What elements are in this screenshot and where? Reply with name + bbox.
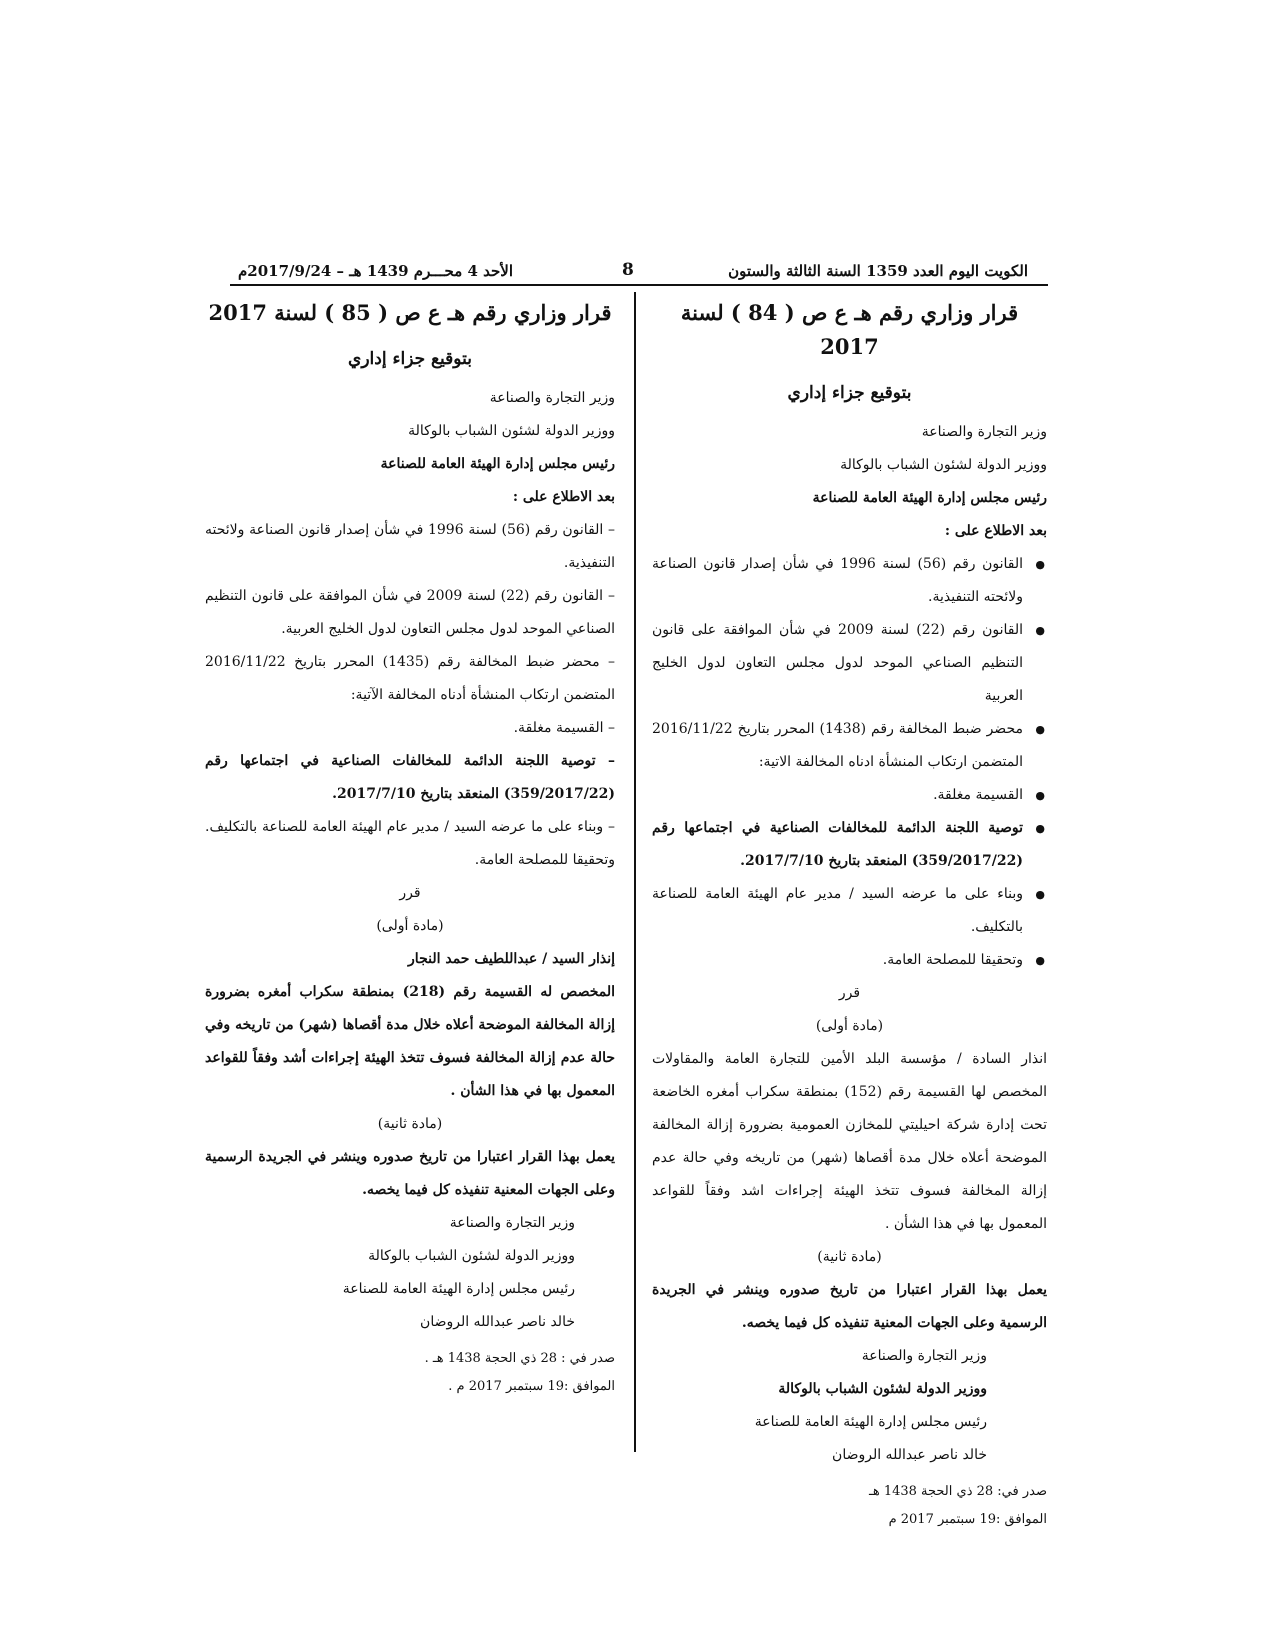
signature-line: رئيس مجلس إدارة الهيئة العامة للصناعة: [754, 1414, 987, 1430]
considerations-list: [205, 514, 615, 877]
article-2-text: يعمل بهذا القرار اعتبارا من تاريخ صدوره وينشر في الجريدة الرسمية وعلى الجهات المعنية تنفيذه كل فيما يخصه.: [652, 1282, 1047, 1331]
article-1-heading: (مادة أولى): [376, 918, 444, 934]
decision-title: قرار وزاري رقم هـ ع ص ( 85 ) لسنة 2017: [208, 300, 612, 325]
list-item: ● وتحقيقا للمصلحة العامة.: [652, 944, 1047, 977]
signature-line: رئيس مجلس إدارة الهيئة العامة للصناعة: [342, 1281, 575, 1297]
decision-84-column: [652, 296, 1047, 1534]
decided-heading: قرر: [838, 985, 861, 1001]
article-2-heading: (مادة ثانية): [377, 1116, 443, 1132]
article-2-heading: (مادة ثانية): [817, 1249, 882, 1265]
column-divider: [634, 292, 636, 1452]
list-item: – القانون رقم (56) لسنة 1996 في شأن إصدار قانون الصناعة ولائحته التنفيذية.: [205, 522, 615, 571]
authority-line: وزير التجارة والصناعة: [489, 390, 615, 406]
gazette-issue-label: الكويت اليوم العدد 1359 السنة الثالثة والستون: [728, 262, 1028, 280]
considerations-list: [652, 548, 1047, 977]
header-rule: [230, 284, 1048, 286]
review-intro: بعد الاطلاع على :: [512, 489, 615, 505]
list-item: ● توصية اللجنة الدائمة للمخالفات الصناعية في اجتماعها رقم (359/2017/22) المنعقد بتاريخ 2017/7/10.: [652, 812, 1047, 878]
signature-line: وزير التجارة والصناعة: [861, 1348, 987, 1364]
issued-date-hijri: صدر في: 28 ذي الحجة 1438 هـ: [869, 1484, 1047, 1499]
decision-title: قرار وزاري رقم هـ ع ص ( 84 ) لسنة 2017: [680, 300, 1019, 359]
issued-date-gregorian: الموافق :19 سبتمبر 2017 م .: [448, 1379, 615, 1394]
authority-line: ووزير الدولة لشئون الشباب بالوكالة: [408, 423, 615, 439]
issued-date-hijri: صدر في : 28 ذي الحجة 1438 هـ .: [424, 1351, 615, 1366]
authority-line: ووزير الدولة لشئون الشباب بالوكالة: [840, 457, 1047, 473]
issue-info: [652, 1478, 1047, 1534]
list-item: – وبناء على ما عرضه السيد / مدير عام الهيئة العامة للصناعة بالتكليف. وتحقيقا للمصلحة العامة.: [205, 819, 615, 868]
signatory-name: خالد ناصر عبدالله الروضان: [832, 1447, 987, 1463]
article-1-text: المخصص له القسيمة رقم (218) بمنطقة سكراب أمغره بضرورة إزالة المخالفة الموضحة أعلاه خلال مدة أقصاها (شهر) من تاريخه وفي حالة عدم إزالة المخالفة فسوف تتخذ الهيئة إجراءات أشد وفقاً للقواعد المعمول بها في هذا الشأن .: [205, 984, 616, 1099]
page-number: 8: [622, 260, 634, 280]
page-header: [230, 246, 1048, 288]
list-item: ● القانون رقم (22) لسنة 2009 في شأن الموافقة على قانون التنظيم الصناعي الموحد لدول مجلس التعاون لدول الخليج العربية: [652, 614, 1047, 713]
list-item: ● القسيمة مغلقة.: [652, 779, 1047, 812]
review-intro: بعد الاطلاع على :: [944, 523, 1047, 539]
signatory-name: خالد ناصر عبدالله الروضان: [420, 1314, 575, 1330]
list-item: – توصية اللجنة الدائمة للمخالفات الصناعية في اجتماعها رقم (359/2017/22) المنعقد بتاريخ 2017/7/10.: [205, 753, 615, 802]
signature-block: [205, 1207, 575, 1339]
article-2-text: يعمل بهذا القرار اعتبارا من تاريخ صدوره وينشر في الجريدة الرسمية وعلى الجهات المعنية تنفيذه كل فيما يخصه.: [205, 1149, 615, 1198]
decision-subtitle: بتوقيع جزاء إداري: [348, 349, 472, 369]
signature-line: وزير التجارة والصناعة: [449, 1215, 575, 1231]
list-item: ● محضر ضبط المخالفة رقم (1438) المحرر بتاريخ 2016/11/22 المتضمن ارتكاب المنشأة ادناه المخالفة الاتية:: [652, 713, 1047, 779]
list-item: – القسيمة مغلقة.: [513, 720, 615, 736]
decision-85-column: [205, 296, 615, 1401]
list-item: – محضر ضبط المخالفة رقم (1435) المحرر بتاريخ 2016/11/22 المتضمن ارتكاب المنشأة أدناه المخالفة الآتية:: [205, 654, 615, 703]
list-item: – القانون رقم (22) لسنة 2009 في شأن الموافقة على قانون التنظيم الصناعي الموحد لدول مجلس التعاون لدول الخليج العربية.: [205, 588, 615, 637]
article-1-text: انذار السادة / مؤسسة البلد الأمين للتجارة العامة والمقاولات المخصص لها القسيمة رقم (152) بمنطقة سكراب أمغره الخاضعة تحت إدارة شركة احيليتي للمخازن العمومية بضرورة إزالة المخالفة الموضحة أعلاه خلال مدة أقصاها (شهر) من تاريخه وفي حالة عدم إزالة المخالفة فسوف تتخذ الهيئة إجراءات اشد وفقاً للقواعد المعمول بها في هذا الشأن .: [652, 1051, 1047, 1232]
decision-subtitle: بتوقيع جزاء إداري: [787, 383, 912, 403]
authority-line: رئيس مجلس إدارة الهيئة العامة للصناعة: [380, 456, 615, 472]
signature-line: ووزير الدولة لشئون الشباب بالوكالة: [778, 1381, 987, 1397]
signature-block: [652, 1340, 987, 1472]
issued-date-gregorian: الموافق :19 سبتمبر 2017 م: [888, 1512, 1047, 1527]
signature-line: ووزير الدولة لشئون الشباب بالوكالة: [368, 1248, 575, 1264]
article-1-name: إنذار السيد / عبداللطيف حمد النجار: [408, 951, 615, 967]
list-item: ● القانون رقم (56) لسنة 1996 في شأن إصدار قانون الصناعة ولائحته التنفيذية.: [652, 548, 1047, 614]
authority-line: رئيس مجلس إدارة الهيئة العامة للصناعة: [812, 490, 1047, 506]
list-item: ● وبناء على ما عرضه السيد / مدير عام الهيئة العامة للصناعة بالتكليف.: [652, 878, 1047, 944]
article-1-heading: (مادة أولى): [815, 1018, 884, 1034]
authority-line: وزير التجارة والصناعة: [921, 424, 1047, 440]
issue-date: الأحد 4 محـــرم 1439 هـ – 2017/9/24م: [238, 262, 514, 280]
issue-info: [205, 1345, 615, 1401]
decided-heading: قرر: [399, 885, 421, 901]
